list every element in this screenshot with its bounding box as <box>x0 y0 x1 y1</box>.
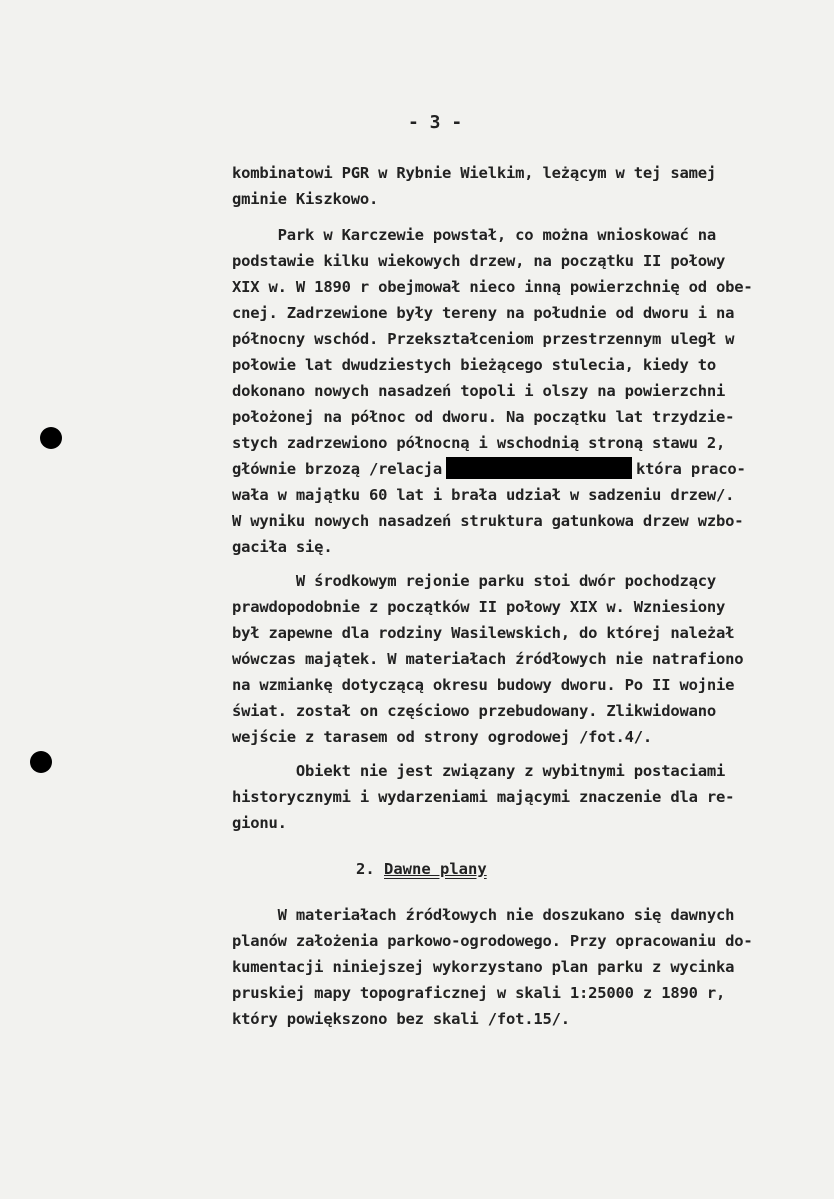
text-line: cnej. Zadrzewione były tereny na południe od dworu i na <box>232 304 735 322</box>
text-line: wała w majątku 60 lat i brała udział w sadzeniu drzew/. <box>232 486 735 504</box>
text-line: kumentacji niniejszej wykorzystano plan parku z wycinka <box>232 958 735 976</box>
binder-hole-top <box>40 427 62 449</box>
redaction-block <box>446 457 632 479</box>
section-number: 2. <box>356 860 375 878</box>
text-line-redacted <box>232 456 746 482</box>
text-line: północny wschód. Przekształceniom przestrzennym uległ w <box>232 330 735 348</box>
text-line: gminie Kiszkowo. <box>232 190 379 208</box>
text-line: stych zadrzewiono północną i wschodnią stroną stawu 2, <box>232 434 726 452</box>
text-line: na wzmiankę dotyczącą okresu budowy dworu. Po II wojnie <box>232 676 735 694</box>
text-line: gaciła się. <box>232 538 333 556</box>
page-number: - 3 - <box>408 112 463 133</box>
text-line: był zapewne dla rodziny Wasilewskich, do której należał <box>232 624 735 642</box>
text-line: Park w Karczewie powstał, co można wnioskować na <box>232 226 716 244</box>
binder-hole-bottom <box>30 751 52 773</box>
text-line: podstawie kilku wiekowych drzew, na początku II połowy <box>232 252 726 270</box>
text-line: planów założenia parkowo-ogrodowego. Przy opracowaniu do- <box>232 932 753 950</box>
text-line: Obiekt nie jest związany z wybitnymi postaciami <box>232 762 726 780</box>
text-line: położonej na północ od dworu. Na początku lat trzydzie- <box>232 408 735 426</box>
text-line: połowie lat dwudziestych bieżącego stulecia, kiedy to <box>232 356 716 374</box>
text-line: kombinatowi PGR w Rybnie Wielkim, leżącym w tej samej <box>232 164 716 182</box>
text-line: wejście z tarasem od strony ogrodowej /fot.4/. <box>232 728 653 746</box>
text-line: W materiałach źródłowych nie doszukano się dawnych <box>232 906 735 924</box>
text-line: W wyniku nowych nasadzeń struktura gatunkowa drzew wzbo- <box>232 512 744 530</box>
text-line: który powiększono bez skali /fot.15/. <box>232 1010 570 1028</box>
text-fragment: która praco- <box>636 460 746 478</box>
text-line: gionu. <box>232 814 287 832</box>
text-line: prawdopodobnie z początków II połowy XIX w. Wzniesiony <box>232 598 726 616</box>
text-fragment: głównie brzozą /relacja <box>232 460 443 478</box>
text-line: XIX w. W 1890 r obejmował nieco inną powierzchnię od obe- <box>232 278 753 296</box>
text-line: historycznymi i wydarzeniami mającymi znaczenie dla re- <box>232 788 735 806</box>
text-line: pruskiej mapy topograficznej w skali 1:25000 z 1890 r, <box>232 984 726 1002</box>
section-heading <box>356 860 487 878</box>
text-line: wówczas majątek. W materiałach źródłowych nie natrafiono <box>232 650 744 668</box>
text-line: dokonano nowych nasadzeń topoli i olszy na powierzchni <box>232 382 726 400</box>
section-title: Dawne plany <box>384 860 487 878</box>
text-line: W środkowym rejonie parku stoi dwór pochodzący <box>232 572 716 590</box>
text-line: świat. został on częściowo przebudowany. Zlikwidowano <box>232 702 716 720</box>
